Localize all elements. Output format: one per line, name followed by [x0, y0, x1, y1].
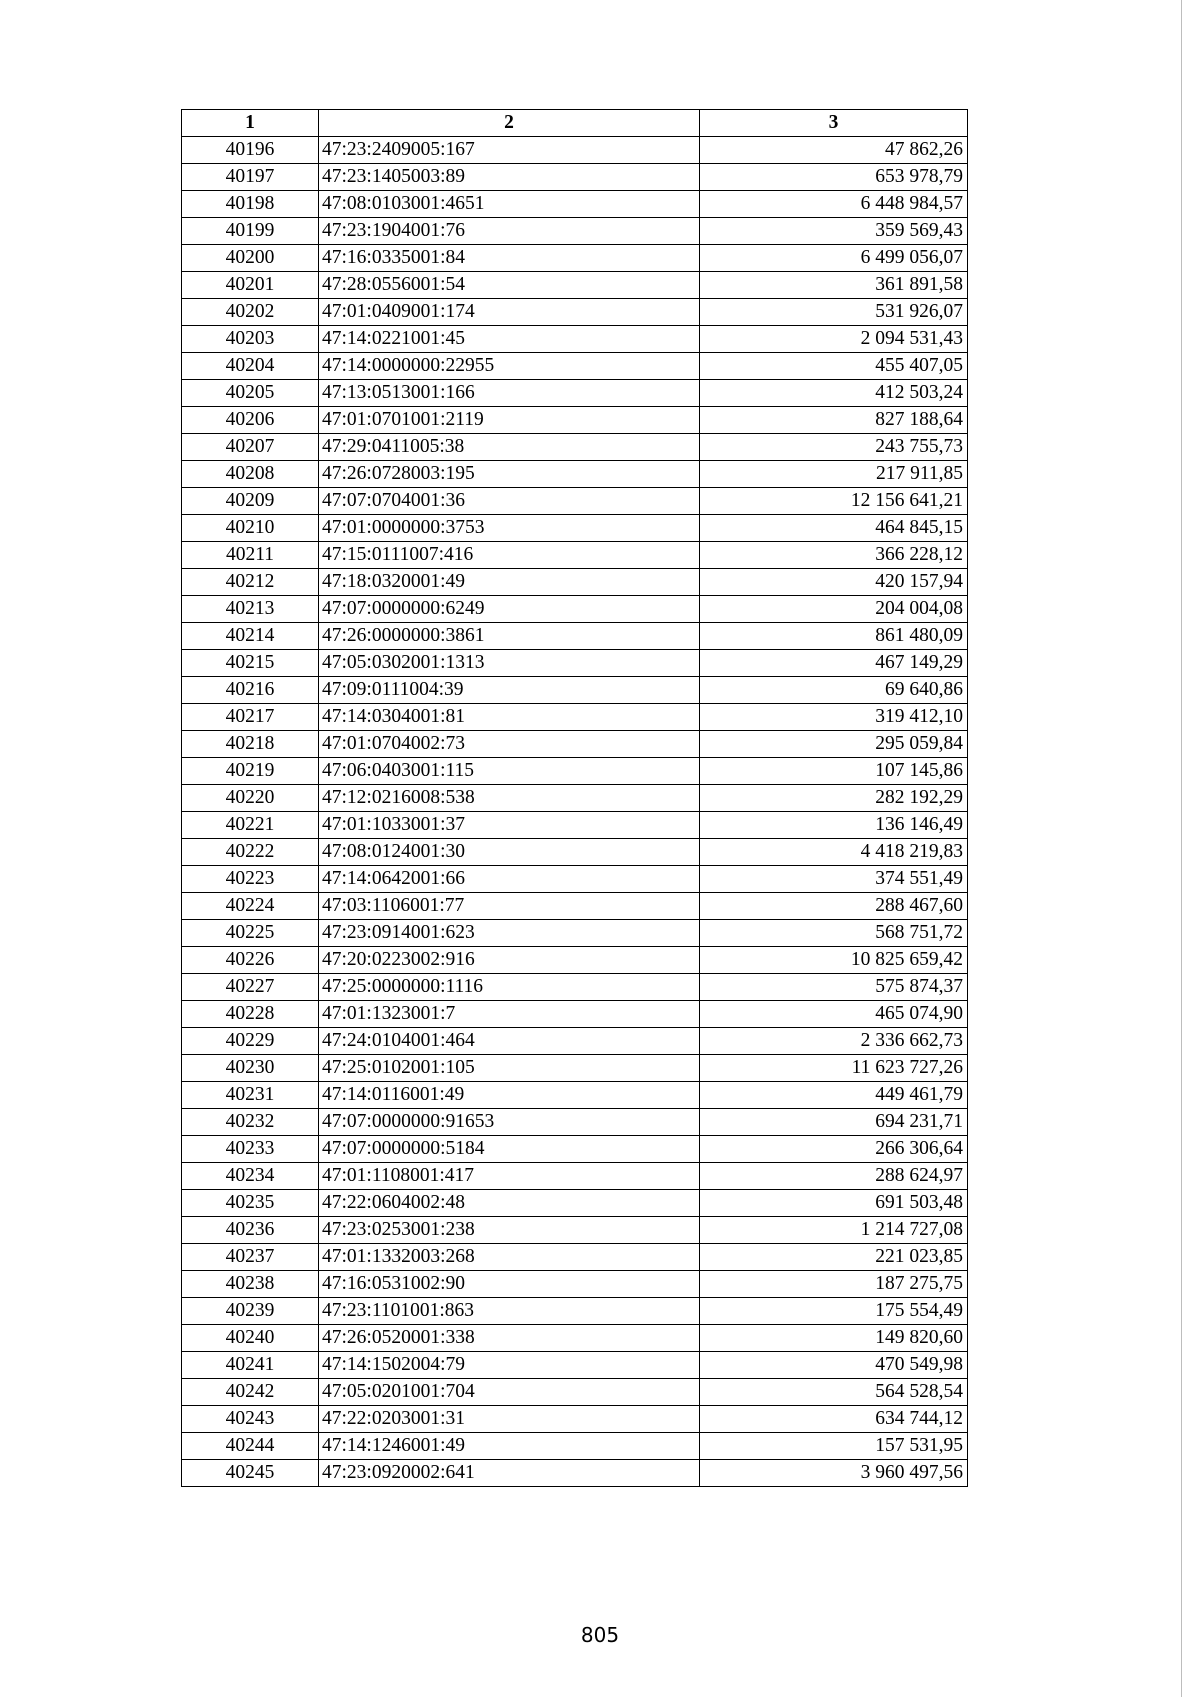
table-row	[182, 137, 968, 164]
table-row	[182, 785, 968, 812]
table-row	[182, 1379, 968, 1406]
cadastral-number-cell: 47:23:2409005:167	[319, 137, 700, 164]
row-number-cell: 40204	[182, 353, 319, 380]
row-number-cell: 40232	[182, 1109, 319, 1136]
row-number-cell: 40231	[182, 1082, 319, 1109]
cadastral-number-cell: 47:01:0409001:174	[319, 299, 700, 326]
value-cell: 187 275,75	[700, 1271, 968, 1298]
cadastral-number-cell: 47:01:0701001:2119	[319, 407, 700, 434]
row-number-cell: 40229	[182, 1028, 319, 1055]
value-cell: 861 480,09	[700, 623, 968, 650]
table-row	[182, 731, 968, 758]
cadastral-number-cell: 47:23:1904001:76	[319, 218, 700, 245]
cadastral-number-cell: 47:15:0111007:416	[319, 542, 700, 569]
table-row	[182, 1001, 968, 1028]
row-number-cell: 40243	[182, 1406, 319, 1433]
cadastral-number-cell: 47:23:0914001:623	[319, 920, 700, 947]
cadastral-number-cell: 47:14:1246001:49	[319, 1433, 700, 1460]
row-number-cell: 40202	[182, 299, 319, 326]
table-row	[182, 1406, 968, 1433]
cadastral-number-cell: 47:08:0103001:4651	[319, 191, 700, 218]
cadastral-number-cell: 47:14:0304001:81	[319, 704, 700, 731]
row-number-cell: 40242	[182, 1379, 319, 1406]
table-row	[182, 1028, 968, 1055]
value-cell: 288 467,60	[700, 893, 968, 920]
table-row	[182, 812, 968, 839]
value-cell: 47 862,26	[700, 137, 968, 164]
cadastral-number-cell: 47:09:0111004:39	[319, 677, 700, 704]
value-cell: 217 911,85	[700, 461, 968, 488]
table-row	[182, 434, 968, 461]
row-number-cell: 40196	[182, 137, 319, 164]
table-row	[182, 1055, 968, 1082]
value-cell: 288 624,97	[700, 1163, 968, 1190]
row-number-cell: 40235	[182, 1190, 319, 1217]
value-cell: 465 074,90	[700, 1001, 968, 1028]
row-number-cell: 40206	[182, 407, 319, 434]
cadastral-number-cell: 47:20:0223002:916	[319, 947, 700, 974]
row-number-cell: 40233	[182, 1136, 319, 1163]
table-row	[182, 488, 968, 515]
table-row	[182, 1298, 968, 1325]
table-row	[182, 623, 968, 650]
row-number-cell: 40230	[182, 1055, 319, 1082]
value-cell: 107 145,86	[700, 758, 968, 785]
cadastral-number-cell: 47:07:0000000:5184	[319, 1136, 700, 1163]
value-cell: 11 623 727,26	[700, 1055, 968, 1082]
row-number-cell: 40241	[182, 1352, 319, 1379]
cadastral-number-cell: 47:25:0000000:1116	[319, 974, 700, 1001]
table-row	[182, 299, 968, 326]
table-row	[182, 461, 968, 488]
cadastral-number-cell: 47:07:0704001:36	[319, 488, 700, 515]
cadastral-number-cell: 47:25:0102001:105	[319, 1055, 700, 1082]
table-row	[182, 1325, 968, 1352]
cadastral-number-cell: 47:05:0302001:1313	[319, 650, 700, 677]
value-cell: 575 874,37	[700, 974, 968, 1001]
cadastral-number-cell: 47:26:0000000:3861	[319, 623, 700, 650]
value-cell: 69 640,86	[700, 677, 968, 704]
cadastral-number-cell: 47:01:1108001:417	[319, 1163, 700, 1190]
table-row	[182, 758, 968, 785]
table-row	[182, 218, 968, 245]
row-number-cell: 40214	[182, 623, 319, 650]
value-cell: 827 188,64	[700, 407, 968, 434]
cadastral-number-cell: 47:14:0116001:49	[319, 1082, 700, 1109]
table-row	[182, 1433, 968, 1460]
value-cell: 470 549,98	[700, 1352, 968, 1379]
value-cell: 691 503,48	[700, 1190, 968, 1217]
cadastral-number-cell: 47:01:0704002:73	[319, 731, 700, 758]
cadastral-number-cell: 47:23:0253001:238	[319, 1217, 700, 1244]
table-row	[182, 1082, 968, 1109]
value-cell: 282 192,29	[700, 785, 968, 812]
cadastral-number-cell: 47:16:0531002:90	[319, 1271, 700, 1298]
row-number-cell: 40218	[182, 731, 319, 758]
row-number-cell: 40211	[182, 542, 319, 569]
value-cell: 157 531,95	[700, 1433, 968, 1460]
cadastral-number-cell: 47:16:0335001:84	[319, 245, 700, 272]
cadastral-number-cell: 47:14:1502004:79	[319, 1352, 700, 1379]
cadastral-number-cell: 47:28:0556001:54	[319, 272, 700, 299]
cadastral-number-cell: 47:23:1101001:863	[319, 1298, 700, 1325]
row-number-cell: 40205	[182, 380, 319, 407]
row-number-cell: 40203	[182, 326, 319, 353]
table-row	[182, 569, 968, 596]
table-row	[182, 893, 968, 920]
value-cell: 467 149,29	[700, 650, 968, 677]
row-number-cell: 40212	[182, 569, 319, 596]
table-row	[182, 1109, 968, 1136]
cadastral-number-cell: 47:22:0604002:48	[319, 1190, 700, 1217]
cadastral-number-cell: 47:14:0000000:22955	[319, 353, 700, 380]
page-number: 805	[580, 1623, 620, 1647]
cadastral-number-cell: 47:03:1106001:77	[319, 893, 700, 920]
cadastral-number-cell: 47:26:0520001:338	[319, 1325, 700, 1352]
cadastral-number-cell: 47:01:1033001:37	[319, 812, 700, 839]
row-number-cell: 40209	[182, 488, 319, 515]
row-number-cell: 40244	[182, 1433, 319, 1460]
value-cell: 266 306,64	[700, 1136, 968, 1163]
value-cell: 4 418 219,83	[700, 839, 968, 866]
row-number-cell: 40200	[182, 245, 319, 272]
value-cell: 175 554,49	[700, 1298, 968, 1325]
value-cell: 12 156 641,21	[700, 488, 968, 515]
value-cell: 361 891,58	[700, 272, 968, 299]
row-number-cell: 40223	[182, 866, 319, 893]
value-cell: 531 926,07	[700, 299, 968, 326]
table-row	[182, 407, 968, 434]
cadastral-number-cell: 47:05:0201001:704	[319, 1379, 700, 1406]
row-number-cell: 40219	[182, 758, 319, 785]
row-number-cell: 40213	[182, 596, 319, 623]
table-row	[182, 272, 968, 299]
data-table	[181, 109, 968, 1487]
value-cell: 149 820,60	[700, 1325, 968, 1352]
table-row	[182, 974, 968, 1001]
table-row	[182, 353, 968, 380]
value-cell: 694 231,71	[700, 1109, 968, 1136]
row-number-cell: 40238	[182, 1271, 319, 1298]
table-row	[182, 1136, 968, 1163]
value-cell: 653 978,79	[700, 164, 968, 191]
cadastral-number-cell: 47:01:1332003:268	[319, 1244, 700, 1271]
cadastral-number-cell: 47:23:0920002:641	[319, 1460, 700, 1487]
row-number-cell: 40228	[182, 1001, 319, 1028]
table-row	[182, 866, 968, 893]
table-header	[182, 110, 968, 137]
row-number-cell: 40234	[182, 1163, 319, 1190]
row-number-cell: 40221	[182, 812, 319, 839]
value-cell: 295 059,84	[700, 731, 968, 758]
value-cell: 2 336 662,73	[700, 1028, 968, 1055]
table-row	[182, 1244, 968, 1271]
table-row	[182, 650, 968, 677]
value-cell: 464 845,15	[700, 515, 968, 542]
row-number-cell: 40225	[182, 920, 319, 947]
cadastral-number-cell: 47:01:0000000:3753	[319, 515, 700, 542]
value-cell: 204 004,08	[700, 596, 968, 623]
value-cell: 1 214 727,08	[700, 1217, 968, 1244]
cadastral-number-cell: 47:13:0513001:166	[319, 380, 700, 407]
value-cell: 10 825 659,42	[700, 947, 968, 974]
column-header-3: 3	[700, 110, 968, 137]
value-cell: 6 448 984,57	[700, 191, 968, 218]
cadastral-number-cell: 47:29:0411005:38	[319, 434, 700, 461]
row-number-cell: 40207	[182, 434, 319, 461]
table-row	[182, 1190, 968, 1217]
table-row	[182, 596, 968, 623]
row-number-cell: 40220	[182, 785, 319, 812]
table-row	[182, 191, 968, 218]
row-number-cell: 40210	[182, 515, 319, 542]
table-row	[182, 704, 968, 731]
value-cell: 136 146,49	[700, 812, 968, 839]
value-cell: 412 503,24	[700, 380, 968, 407]
table-row	[182, 380, 968, 407]
value-cell: 568 751,72	[700, 920, 968, 947]
row-number-cell: 40215	[182, 650, 319, 677]
row-number-cell: 40197	[182, 164, 319, 191]
value-cell: 359 569,43	[700, 218, 968, 245]
value-cell: 420 157,94	[700, 569, 968, 596]
page-edge-divider	[1181, 0, 1182, 1697]
value-cell: 366 228,12	[700, 542, 968, 569]
value-cell: 6 499 056,07	[700, 245, 968, 272]
cadastral-number-cell: 47:18:0320001:49	[319, 569, 700, 596]
cadastral-number-cell: 47:22:0203001:31	[319, 1406, 700, 1433]
table-body	[182, 137, 968, 1487]
row-number-cell: 40198	[182, 191, 319, 218]
value-cell: 634 744,12	[700, 1406, 968, 1433]
cadastral-number-cell: 47:07:0000000:6249	[319, 596, 700, 623]
cadastral-number-cell: 47:01:1323001:7	[319, 1001, 700, 1028]
value-cell: 221 023,85	[700, 1244, 968, 1271]
value-cell: 319 412,10	[700, 704, 968, 731]
cadastral-number-cell: 47:26:0728003:195	[319, 461, 700, 488]
cadastral-number-cell: 47:23:1405003:89	[319, 164, 700, 191]
row-number-cell: 40245	[182, 1460, 319, 1487]
row-number-cell: 40216	[182, 677, 319, 704]
row-number-cell: 40227	[182, 974, 319, 1001]
row-number-cell: 40224	[182, 893, 319, 920]
column-header-1: 1	[182, 110, 319, 137]
table-row	[182, 515, 968, 542]
value-cell: 3 960 497,56	[700, 1460, 968, 1487]
table-row	[182, 677, 968, 704]
table-row	[182, 1460, 968, 1487]
row-number-cell: 40217	[182, 704, 319, 731]
row-number-cell: 40240	[182, 1325, 319, 1352]
row-number-cell: 40237	[182, 1244, 319, 1271]
row-number-cell: 40222	[182, 839, 319, 866]
column-header-2: 2	[319, 110, 700, 137]
value-cell: 374 551,49	[700, 866, 968, 893]
cadastral-number-cell: 47:12:0216008:538	[319, 785, 700, 812]
table-row	[182, 245, 968, 272]
table-row	[182, 839, 968, 866]
table-row	[182, 164, 968, 191]
table-row	[182, 1271, 968, 1298]
cadastral-number-cell: 47:24:0104001:464	[319, 1028, 700, 1055]
table-row	[182, 1352, 968, 1379]
table-row	[182, 542, 968, 569]
cadastral-number-cell: 47:14:0221001:45	[319, 326, 700, 353]
table-row	[182, 1163, 968, 1190]
row-number-cell: 40226	[182, 947, 319, 974]
value-cell: 564 528,54	[700, 1379, 968, 1406]
row-number-cell: 40236	[182, 1217, 319, 1244]
table-row	[182, 326, 968, 353]
table-row	[182, 1217, 968, 1244]
table-row	[182, 947, 968, 974]
value-cell: 449 461,79	[700, 1082, 968, 1109]
cadastral-number-cell: 47:14:0642001:66	[319, 866, 700, 893]
value-cell: 455 407,05	[700, 353, 968, 380]
value-cell: 243 755,73	[700, 434, 968, 461]
row-number-cell: 40199	[182, 218, 319, 245]
header-row	[182, 110, 968, 137]
cadastral-number-cell: 47:06:0403001:115	[319, 758, 700, 785]
table-row	[182, 920, 968, 947]
row-number-cell: 40201	[182, 272, 319, 299]
row-number-cell: 40239	[182, 1298, 319, 1325]
value-cell: 2 094 531,43	[700, 326, 968, 353]
row-number-cell: 40208	[182, 461, 319, 488]
cadastral-number-cell: 47:08:0124001:30	[319, 839, 700, 866]
cadastral-number-cell: 47:07:0000000:91653	[319, 1109, 700, 1136]
